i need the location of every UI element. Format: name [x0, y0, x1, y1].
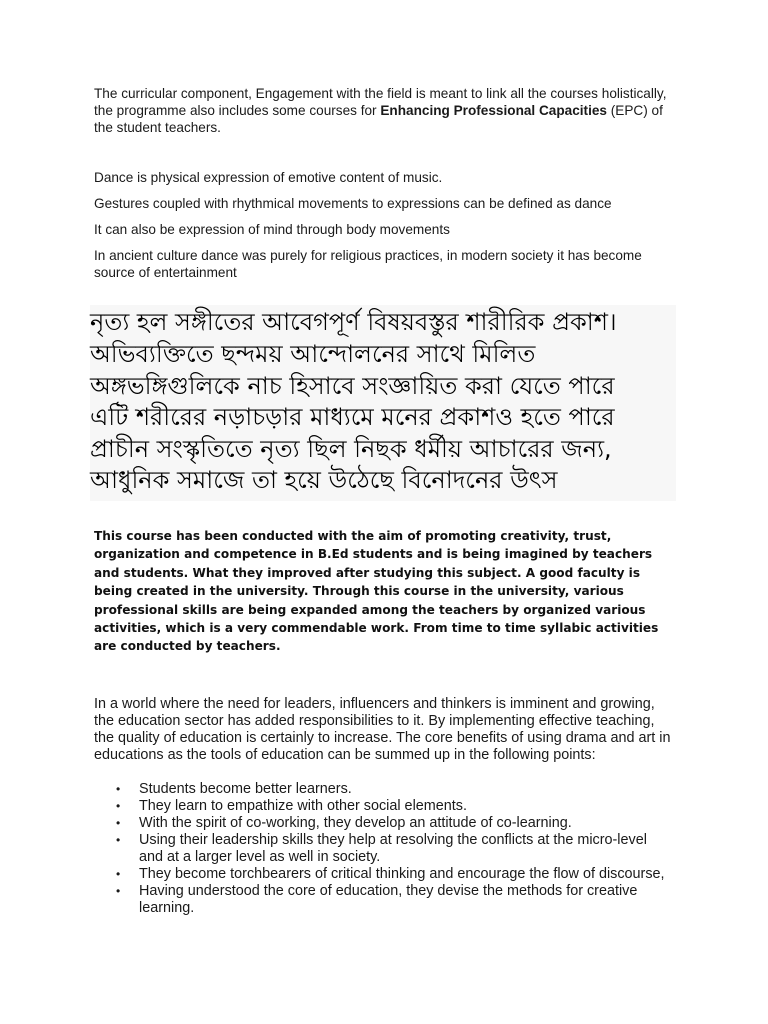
dance-line: It can also be expression of mind through body movements: [94, 221, 450, 237]
dance-line: In ancient culture dance was purely for religious practices, in modern society it has become source of entertainment: [94, 247, 642, 280]
list-item-text: Students become better learners.: [139, 780, 352, 797]
document-page: [90, 86, 674, 917]
list-item-text: Having understood the core of education, they devise the methods for creative learning.: [139, 882, 638, 916]
bengali-line: অভিব্যক্তিতে ছন্দময় আন্দোলনের সাথে মিলিত: [90, 339, 536, 368]
bullet-icon: •: [116, 781, 121, 796]
intro-paragraph: [94, 86, 674, 136]
dance-line: Gestures coupled with rhythmical movements to expressions can be defined as dance: [94, 196, 612, 212]
bullet-icon: •: [116, 815, 121, 830]
intro-text-after: (EPC) of the student teachers.: [94, 102, 663, 135]
course-paragraph: This course has been conducted with the aim of promoting creativity, trust, organization and competence in B.Ed students and is being imagined by teachers and students. What they improved after studying this subject. A good faculty is being created in the university. Through this course in the university, various professional skills are being expanded among the teachers by organized various activities, which is a very commendable work. From time to time syllabic activities are conducted by teachers.: [94, 528, 659, 654]
list-item: [94, 815, 674, 832]
intro-bold-text: Enhancing Professional Capacities: [380, 102, 607, 118]
bengali-line: আধুনিক সমাজে তা হয়ে উঠেছে বিনোদনের উৎস: [90, 466, 558, 495]
intro-text-before: The curricular component, Engagement with the field is meant to link all the courses holistically, the programme also includes some courses for: [94, 86, 667, 118]
list-item: [94, 832, 674, 866]
bengali-translation-block: [90, 305, 676, 501]
list-item: [94, 781, 674, 798]
list-item: [94, 866, 674, 883]
list-item-text: They learn to empathize with other social elements.: [139, 797, 467, 814]
bullet-icon: •: [116, 832, 121, 847]
benefits-list: [94, 781, 674, 917]
list-item-text: They become torchbearers of critical thinking and encourage the flow of discourse,: [139, 865, 665, 882]
bullet-icon: •: [116, 866, 121, 881]
bengali-line: অঙ্গভঙ্গিগুলিকে নাচ হিসাবে সংজ্ঞায়িত করা যেতে পারে: [90, 371, 615, 400]
list-item-text: Using their leadership skills they help at resolving the conflicts at the micro-level and at a larger level as well in society.: [139, 831, 647, 865]
bengali-line: নৃত্য হল সঙ্গীতের আবেগপূর্ণ বিষয়বস্তুর শারীরিক প্রকাশ।: [90, 308, 617, 337]
list-item: [94, 883, 674, 917]
list-item: [94, 798, 674, 815]
bengali-line: প্রাচীন সংস্কৃতিতে নৃত্য ছিল নিছক ধর্মীয় আচারের জন্য,: [90, 434, 612, 463]
dance-line: Dance is physical expression of emotive content of music.: [94, 170, 443, 186]
bengali-line: এটি শরীরের নড়াচড়ার মাধ্যমে মনের প্রকাশও হতে পারে: [90, 403, 615, 432]
bullet-icon: •: [116, 798, 121, 813]
world-paragraph: In a world where the need for leaders, influencers and thinkers is imminent and growing, the education sector has added responsibilities to it. By implementing effective teaching, the quality of education is certainly to increase. The core benefits of using drama and art in educations as the tools of education can be summed up in the following points:: [94, 695, 671, 763]
bullet-icon: •: [116, 883, 121, 898]
list-item-text: With the spirit of co-working, they develop an attitude of co-learning.: [139, 814, 572, 831]
